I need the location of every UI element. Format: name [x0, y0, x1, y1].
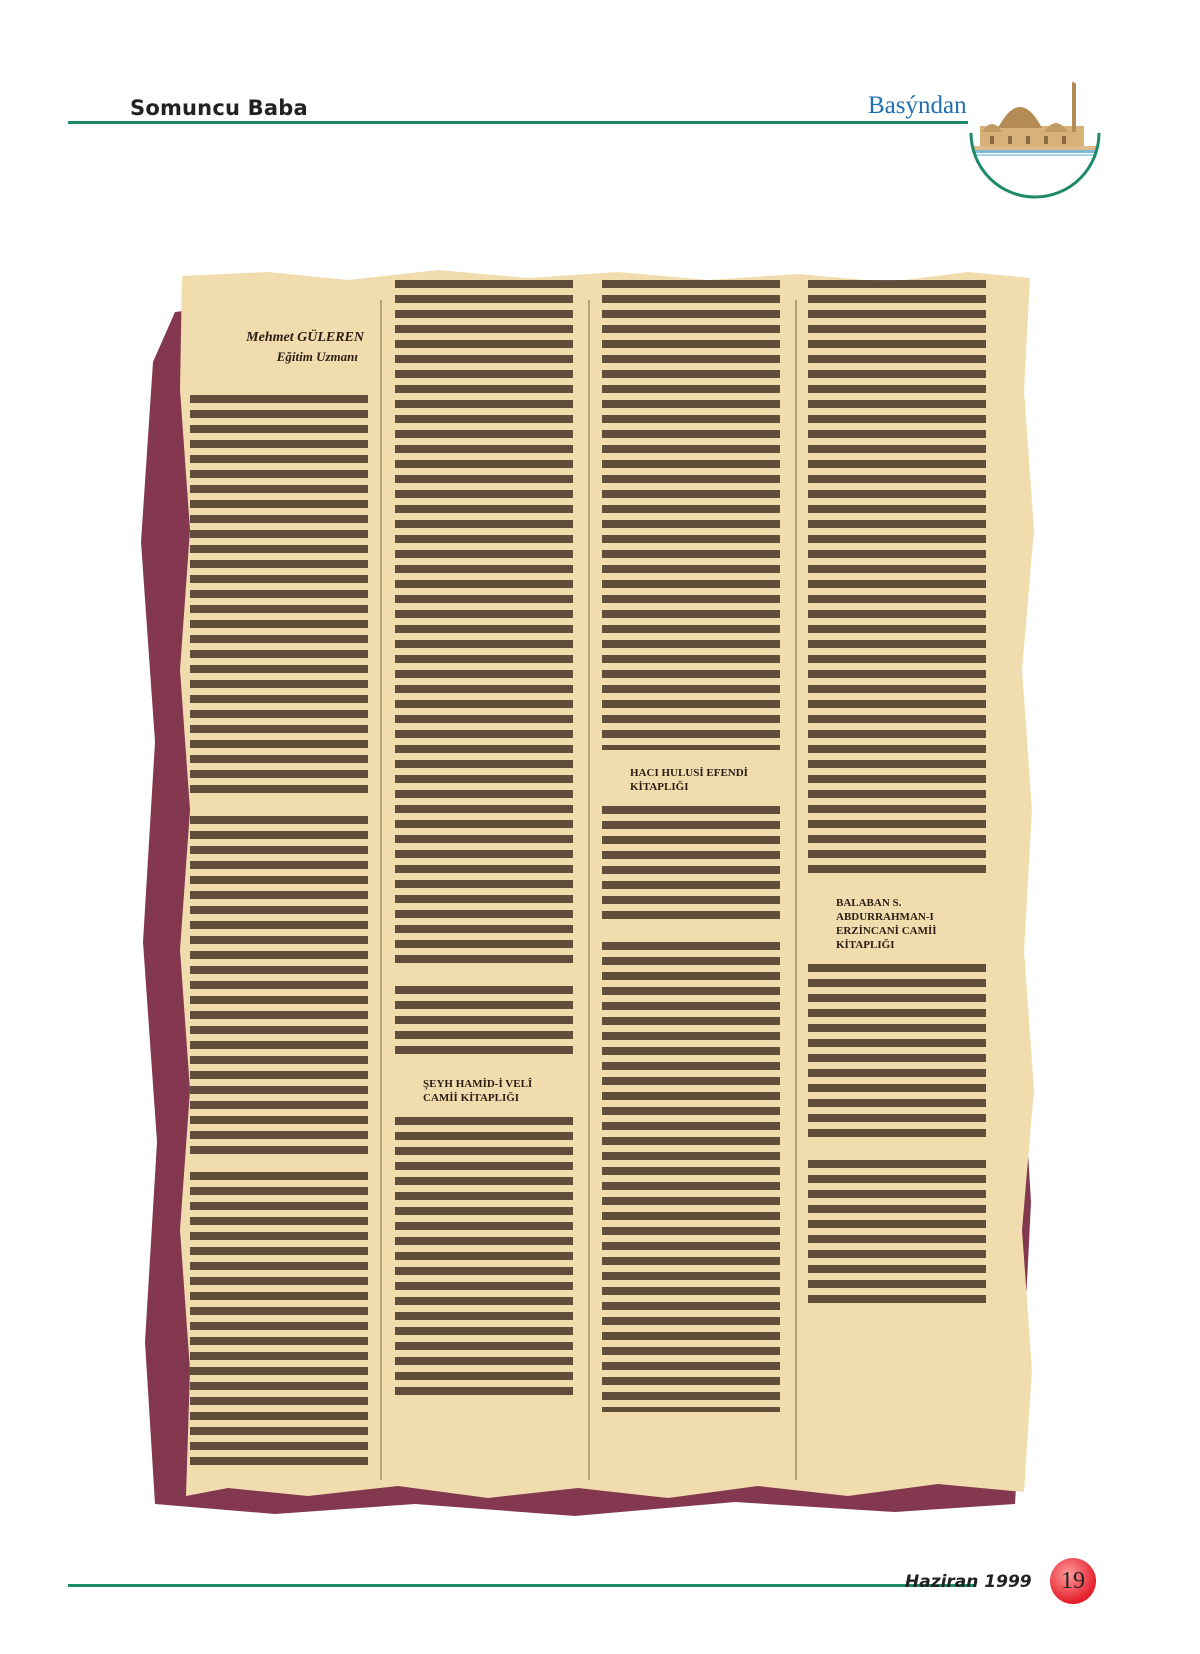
- article-column-4: [808, 280, 986, 1490]
- article-column-3: [602, 280, 780, 1490]
- text-block: [602, 280, 780, 750]
- column-divider: [380, 300, 382, 1480]
- text-block: [808, 1160, 986, 1310]
- text-block: [395, 280, 573, 970]
- mosque-logo-icon: [968, 66, 1102, 200]
- section-label: Basýndan: [868, 92, 967, 119]
- article-column-1: [190, 280, 368, 1490]
- text-block: [395, 986, 573, 1061]
- text-block: [602, 942, 780, 1412]
- text-block: [190, 816, 368, 1156]
- text-block: [190, 1172, 368, 1472]
- column-divider: [795, 300, 797, 1480]
- text-block: [808, 964, 986, 1144]
- issue-date: Haziran 1999: [905, 1572, 1032, 1592]
- page-number-badge: 19: [1050, 1558, 1096, 1604]
- text-block: [808, 280, 986, 880]
- article-subheading: ŞEYH HAMİD-İ VELÎ CAMİİ KİTAPLIĞI: [423, 1078, 533, 1104]
- footer-divider: [68, 1584, 976, 1587]
- text-block: [190, 395, 368, 800]
- author-name: Mehmet GÜLEREN: [246, 330, 364, 345]
- text-block: [602, 806, 780, 926]
- article-column-2: [395, 280, 573, 1490]
- text-block: [395, 1117, 573, 1402]
- column-divider: [588, 300, 590, 1480]
- header-divider: [68, 121, 968, 124]
- article-subheading: HACI HULUSİ EFENDİ KİTAPLIĞI: [630, 767, 748, 793]
- magazine-title: Somuncu Baba: [130, 96, 308, 120]
- author-role: Eğitim Uzmanı: [276, 348, 358, 364]
- article-subheading: BALABAN S. ABDURRAHMAN-I ERZİNCANİ CAMİİ KİTAPLIĞI: [836, 897, 937, 951]
